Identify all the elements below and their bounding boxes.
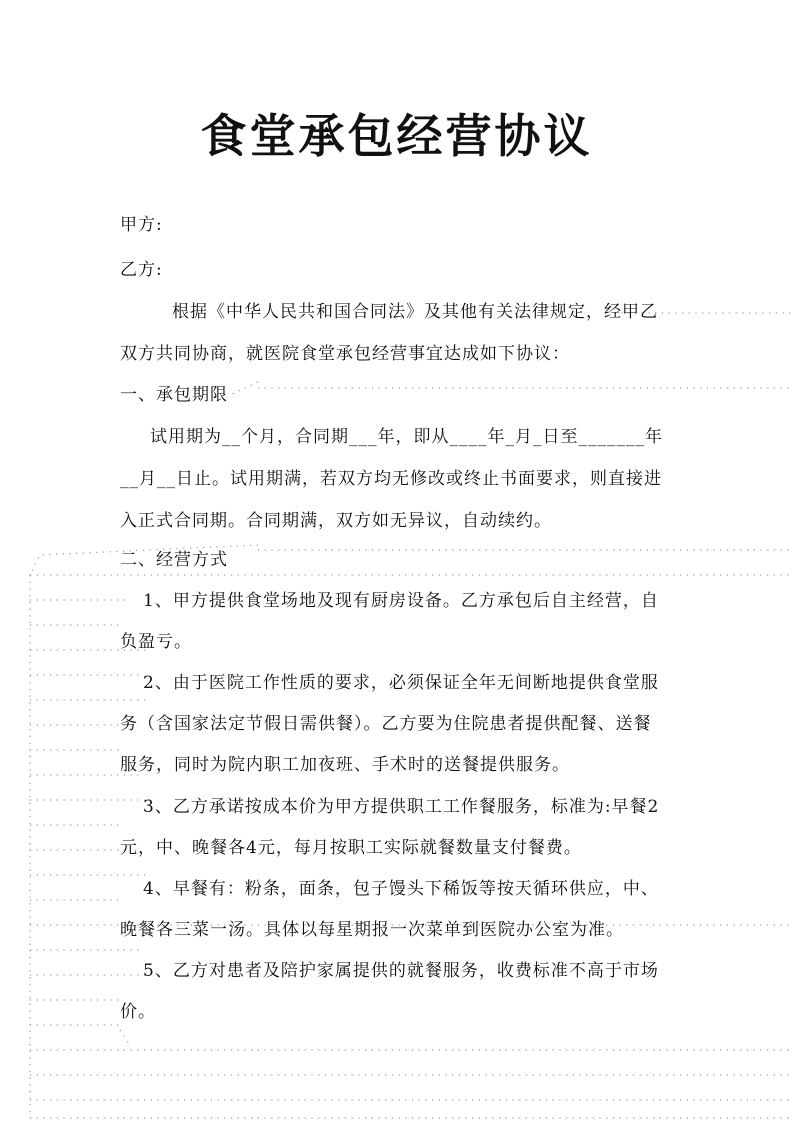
list-item-line: 1、甲方提供食堂场地及现有厨房设备。乙方承包后自主经营，自 [143,591,659,611]
list-item-line: 晚餐各三菜一汤。具体以每星期报一次菜单到医院办公室为准。 [120,920,624,940]
party-b-label: 乙方: [120,260,163,280]
list-item-line: 2、由于医院工作性质的要求，必须保证全年无间断地提供食堂服 [143,673,659,693]
list-item-line: 务（含国家法定节假日需供餐）。乙方要为住院患者提供配餐、送餐 [120,714,652,734]
document-title: 食堂承包经营协议 [200,109,593,163]
list-item-line: 5、乙方对患者及陪护家属提供的就餐服务，收费标准不高于市场 [143,961,659,981]
party-a-label: 甲方: [120,215,163,235]
list-item-line: 服务，同时为院内职工加夜班、手术时的送餐提供服务。 [120,755,570,775]
list-item-line: 价。 [120,1002,156,1022]
paragraph-line: 入正式合同期。合同期满，双方如无异议，自动续约。 [120,511,552,531]
paragraph-line: 试用期为__个月，合同期___年，即从____年_月_日至_______年 [150,427,663,447]
paragraph-line: __月__日止。试用期满，若双方均无修改或终止书面要求，则直接进 [120,469,662,489]
intro-line: 双方共同协商，就医院食堂承包经营事宜达成如下协议： [120,344,570,364]
list-item-line: 元，中、晚餐各4元，每月按职工实际就餐数量支付餐费。 [120,838,582,858]
list-item-line: 负盈亏。 [120,632,192,652]
list-item-line: 4、早餐有：粉条，面条，包子馒头下稀饭等按天循环供应，中、 [143,879,659,899]
list-item-line: 3、乙方承诺按成本价为甲方提供职工工作餐服务，标准为:早餐2 [143,797,660,817]
intro-line: 根据《中华人民共和国合同法》及其他有关法律规定，经甲乙 [172,302,658,322]
section-heading: 一、承包期限 [120,385,228,405]
section-heading: 二、经营方式 [120,550,228,570]
